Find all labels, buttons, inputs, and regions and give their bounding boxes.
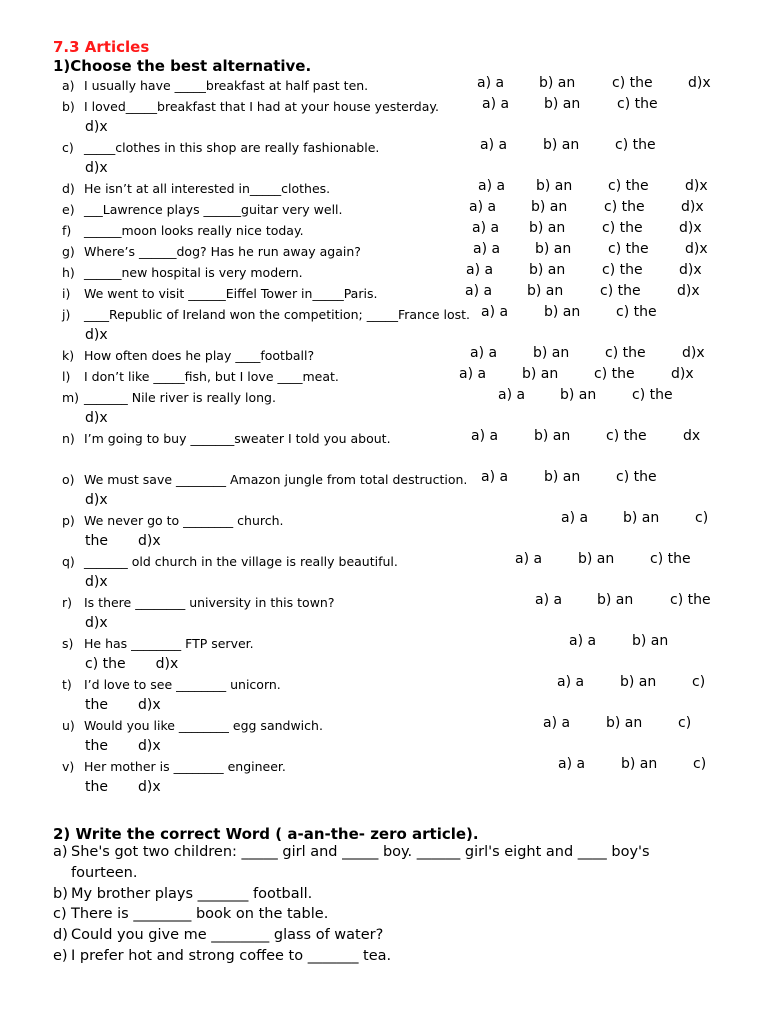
question-item: [62, 387, 752, 428]
question-line: [62, 220, 752, 241]
question-text: I loved_____breakfast that I had at your house yesterday.: [84, 99, 439, 114]
question-label: l): [62, 369, 71, 384]
question-label: k): [62, 348, 75, 363]
question-text: We never go to ________ church.: [84, 513, 284, 528]
answer-option: a) a: [515, 551, 543, 567]
answer-option: c) the: [615, 137, 656, 153]
answer-option: b) an: [527, 283, 564, 299]
question-item: [62, 674, 752, 715]
answer-option: c) the: [602, 220, 643, 236]
question-text: _______ old church in the village is really beautiful.: [84, 554, 398, 569]
question-text: Is there ________ university in this town?: [84, 595, 335, 610]
answer-option: d)x: [85, 327, 108, 343]
answer-option: b) an: [560, 387, 597, 403]
answer-option: c) the: [670, 592, 711, 608]
question-label: t): [62, 677, 72, 692]
answer-option: c) the: [632, 387, 673, 403]
question-item: [62, 283, 752, 304]
question-text: I usually have _____breakfast at half past ten.: [84, 78, 369, 93]
question-text: We went to visit ______Eiffel Tower in_____Paris.: [84, 286, 378, 301]
question-item: [62, 633, 752, 674]
question-label: a): [62, 78, 75, 93]
question-text: ___Lawrence plays ______guitar very well.: [84, 202, 343, 217]
question-item: [62, 220, 752, 241]
exercise-text-continued: fourteen.: [71, 864, 138, 881]
question-text: How often does he play ____football?: [84, 348, 315, 363]
question-line: [62, 756, 752, 777]
answer-option: the: [85, 697, 108, 713]
answer-option: c) the: [602, 262, 643, 278]
question-line: [62, 96, 752, 117]
answer-option: b) an: [535, 241, 572, 257]
answer-option: d)x: [688, 75, 711, 91]
answer-option: c) the: [616, 469, 657, 485]
answer-option: b) an: [621, 756, 658, 772]
question-line: [62, 633, 752, 654]
question-label: d): [62, 181, 75, 196]
answer-option: d)x: [85, 410, 108, 426]
answer-option: the: [85, 779, 108, 795]
answer-option: d)x: [85, 574, 108, 590]
spacer: [62, 449, 752, 469]
question-item: [62, 75, 752, 96]
question-label: m): [62, 390, 80, 405]
question-line: [62, 304, 752, 325]
question-text: _______ Nile river is really long.: [84, 390, 276, 405]
answer-option: c) the: [85, 656, 126, 672]
answer-option-wrap: [62, 490, 752, 510]
exercise-text: I prefer hot and strong coffee to _______ tea.: [71, 947, 392, 964]
answer-option: c) the: [608, 178, 649, 194]
answer-option-wrap: [62, 572, 752, 592]
answer-option-wrap: [62, 695, 752, 715]
answer-option: c) the: [612, 75, 653, 91]
answer-option: c) the: [650, 551, 691, 567]
answer-option: d)x: [137, 697, 161, 713]
question-item: [62, 715, 752, 756]
answer-option: b) an: [531, 199, 568, 215]
exercise-text: There is ________ book on the table.: [71, 906, 329, 923]
question-item: [62, 469, 752, 510]
answer-option: a) a: [469, 199, 497, 215]
question-line: [62, 199, 752, 220]
answer-option-wrap: [62, 654, 752, 674]
question-line: [62, 428, 752, 449]
question-label: g): [62, 244, 75, 259]
question-line: [62, 551, 752, 572]
answer-option: d)x: [137, 533, 161, 549]
part2-list: [53, 842, 714, 967]
answer-option: b) an: [539, 75, 576, 91]
question-line: [62, 387, 752, 408]
question-item: [62, 96, 752, 137]
answer-option-wrap: [62, 408, 752, 428]
answer-option: a) a: [477, 75, 505, 91]
question-label: f): [62, 223, 72, 238]
question-label: r): [62, 595, 73, 610]
exercise-label: e): [53, 947, 68, 964]
answer-option: d)x: [685, 241, 708, 257]
answer-option: d)x: [681, 199, 704, 215]
answer-option: a) a: [470, 345, 498, 361]
question-text: I don’t like _____fish, but I love ____meat.: [84, 369, 339, 384]
answer-option: c) the: [617, 96, 658, 112]
answer-option: b) an: [632, 633, 669, 649]
question-label: h): [62, 265, 75, 280]
answer-option: b) an: [529, 220, 566, 236]
question-text: _____clothes in this shop are really fashionable.: [84, 140, 380, 155]
answer-option: b) an: [544, 304, 581, 320]
answer-option: a) a: [481, 304, 509, 320]
question-item: [62, 199, 752, 220]
answer-option: the: [85, 738, 108, 754]
question-label: n): [62, 431, 75, 446]
question-label: c): [62, 140, 74, 155]
answer-option: d)x: [137, 779, 161, 795]
answer-option: d)x: [677, 283, 700, 299]
question-line: [62, 75, 752, 96]
answer-option: d)x: [85, 160, 108, 176]
answer-option: the: [85, 533, 108, 549]
section-title: 7.3 Articles: [53, 38, 150, 56]
question-line: [62, 715, 752, 736]
answer-option-wrap: [62, 117, 752, 137]
question-item: [62, 241, 752, 262]
question-text: We must save ________ Amazon jungle from total destruction.: [84, 472, 468, 487]
answer-option-wrap: [62, 777, 752, 797]
question-line: [62, 178, 752, 199]
question-text: ____Republic of Ireland won the competition; _____France lost.: [84, 307, 470, 322]
question-line: [62, 592, 752, 613]
answer-option: a) a: [557, 674, 585, 690]
question-text: He isn’t at all interested in_____clothes.: [84, 181, 331, 196]
question-item: [62, 137, 752, 178]
answer-option: d)x: [85, 492, 108, 508]
question-text: ______new hospital is very modern.: [84, 265, 303, 280]
answer-option: b) an: [620, 674, 657, 690]
question-item: [62, 756, 752, 797]
exercise-text: She's got two children: _____ girl and _____ boy. ______ girl's eight and ____ boy's: [71, 844, 650, 860]
exercise-label: b): [53, 885, 68, 902]
answer-option: c) the: [606, 428, 647, 444]
question-item: [62, 510, 752, 551]
question-line: [62, 510, 752, 531]
answer-option: c): [692, 674, 706, 690]
answer-option: a) a: [569, 633, 597, 649]
answer-option-wrap: [62, 613, 752, 633]
answer-option: c) the: [605, 345, 646, 361]
answer-option: d)x: [85, 615, 108, 631]
question-label: b): [62, 99, 75, 114]
question-text: Would you like ________ egg sandwich.: [84, 718, 323, 733]
exercise-label: c): [53, 906, 67, 923]
answer-option-wrap: [62, 158, 752, 178]
answer-option: a) a: [471, 428, 499, 444]
question-text: He has ________ FTP server.: [84, 636, 254, 651]
question-line: [62, 283, 752, 304]
question-item: [62, 262, 752, 283]
answer-option-wrap: [62, 736, 752, 756]
exercise-item: [53, 842, 714, 863]
answer-option: b) an: [544, 96, 581, 112]
answer-option: b) an: [529, 262, 566, 278]
answer-option: b) an: [522, 366, 559, 382]
answer-option: a) a: [535, 592, 563, 608]
answer-option: b) an: [533, 345, 570, 361]
answer-option: b) an: [536, 178, 573, 194]
answer-option: c) the: [604, 199, 645, 215]
answer-option: b) an: [534, 428, 571, 444]
question-item: [62, 366, 752, 387]
question-text: Her mother is ________ engineer.: [84, 759, 286, 774]
question-label: u): [62, 718, 75, 733]
question-text: ______moon looks really nice today.: [84, 223, 304, 238]
question-line: [62, 137, 752, 158]
exercise-text: Could you give me ________ glass of water?: [71, 927, 384, 944]
answer-option: a) a: [480, 137, 508, 153]
answer-option: c): [695, 510, 709, 526]
answer-option-wrap: [62, 531, 752, 551]
question-text: I’m going to buy _______sweater I told you about.: [84, 431, 391, 446]
question-line: [62, 262, 752, 283]
answer-option: b) an: [597, 592, 634, 608]
question-list: [62, 75, 752, 797]
answer-option: d)x: [679, 262, 702, 278]
exercise-item: [53, 904, 714, 925]
answer-option: a) a: [558, 756, 586, 772]
answer-option: d)x: [85, 119, 108, 135]
exercise-text: My brother plays _______ football.: [71, 885, 313, 902]
question-label: v): [62, 759, 75, 774]
question-line: [62, 674, 752, 695]
answer-option: c) the: [608, 241, 649, 257]
question-label: i): [62, 286, 71, 301]
answer-option: b) an: [578, 551, 615, 567]
answer-option: a) a: [478, 178, 506, 194]
part1-heading: 1)Choose the best alternative.: [53, 57, 312, 75]
answer-option: a) a: [465, 283, 493, 299]
question-text: Where’s ______dog? Has he run away again?: [84, 244, 361, 259]
answer-option: d)x: [137, 738, 161, 754]
answer-option: a) a: [543, 715, 571, 731]
exercise-item: [53, 946, 714, 967]
question-label: j): [62, 307, 71, 322]
answer-option: b) an: [544, 469, 581, 485]
answer-option: a) a: [459, 366, 487, 382]
question-label: q): [62, 554, 75, 569]
answer-option: d)x: [682, 345, 705, 361]
question-item: [62, 592, 752, 633]
question-text: I’d love to see ________ unicorn.: [84, 677, 281, 692]
answer-option: b) an: [606, 715, 643, 731]
answer-option: d)x: [155, 656, 179, 672]
answer-option: c): [693, 756, 707, 772]
answer-option: a) a: [482, 96, 510, 112]
answer-option: a) a: [498, 387, 526, 403]
question-line: [62, 366, 752, 387]
exercise-label: d): [53, 927, 68, 944]
answer-option: d)x: [671, 366, 694, 382]
answer-option: d)x: [685, 178, 708, 194]
answer-option-wrap: [62, 325, 752, 345]
answer-option: dx: [683, 428, 701, 444]
answer-option: d)x: [679, 220, 702, 236]
question-label: s): [62, 636, 74, 651]
question-label: o): [62, 472, 75, 487]
answer-option: a) a: [561, 510, 589, 526]
part2-heading: 2) Write the correct Word ( a-an-the- zero article).: [53, 825, 479, 843]
answer-option: a) a: [472, 220, 500, 236]
question-label: p): [62, 513, 75, 528]
question-item: [62, 428, 752, 469]
exercise-item: [53, 925, 714, 946]
question-item: [62, 551, 752, 592]
question-item: [62, 178, 752, 199]
question-item: [62, 304, 752, 345]
question-line: [62, 469, 752, 490]
answer-option: c) the: [600, 283, 641, 299]
answer-option: c): [678, 715, 692, 731]
answer-option: b) an: [623, 510, 660, 526]
answer-option: c) the: [594, 366, 635, 382]
answer-option: a) a: [481, 469, 509, 485]
answer-option: a) a: [473, 241, 501, 257]
exercise-item: [53, 884, 714, 905]
question-item: [62, 345, 752, 366]
answer-option: b) an: [543, 137, 580, 153]
answer-option: c) the: [616, 304, 657, 320]
answer-option: a) a: [466, 262, 494, 278]
exercise-label: a): [53, 844, 68, 860]
question-line: [62, 241, 752, 262]
question-line: [62, 345, 752, 366]
question-label: e): [62, 202, 75, 217]
